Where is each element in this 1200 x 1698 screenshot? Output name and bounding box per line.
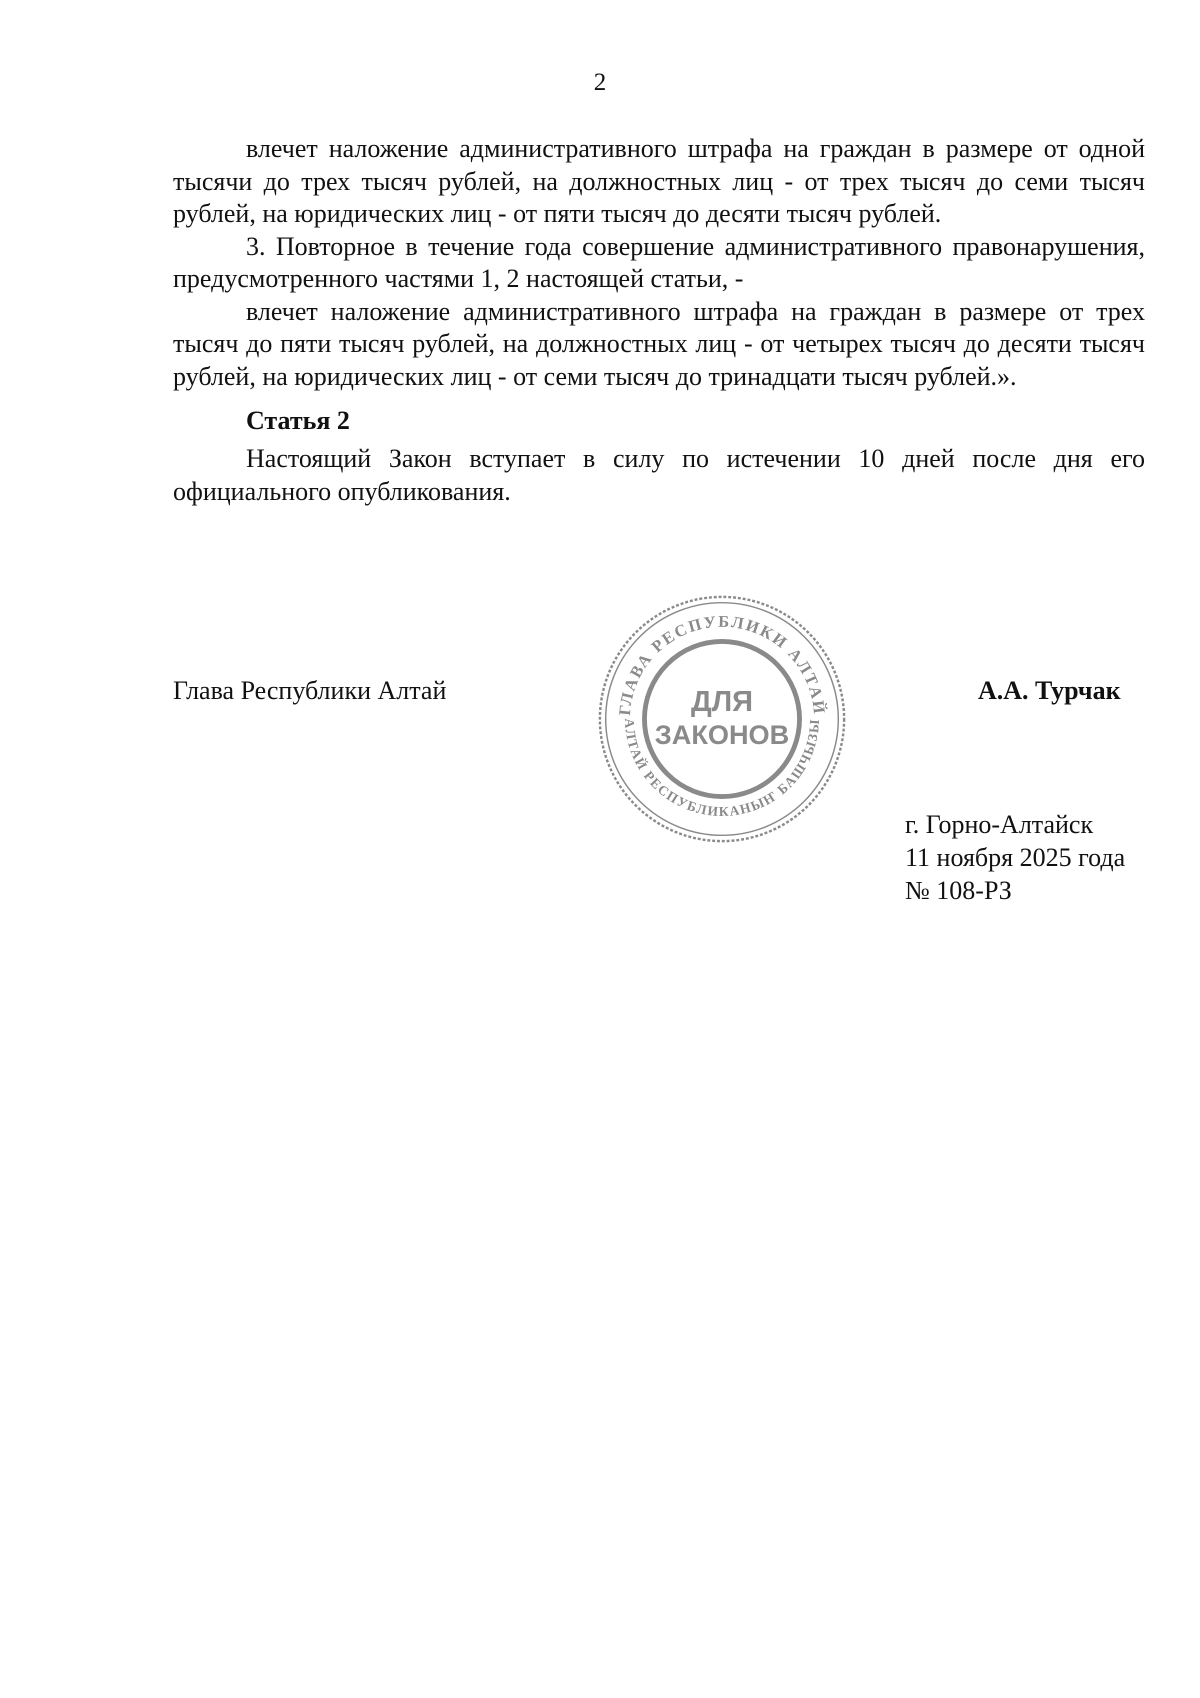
paragraph-penalty-part3: влечет наложение административного штрафа на граждан в размере от трех тысяч до пяти тысяч рублей, на должностных лиц - от четырех тысяч до десяти тысяч рублей, на юридических лиц - от семи тысяч до тринадцати тысяч рублей.». xyxy=(173,296,1145,391)
paragraph-part3: 3. Повторное в течение года совершение административного правонарушения, предусмотренного частями 1, 2 настоящей статьи, - xyxy=(173,231,1145,293)
paragraph-penalty-part2: влечет наложение административного штрафа на граждан в размере от одной тысячи до трех тысяч рублей, на должностных лиц - от трех тысяч до семи тысяч рублей, на юридических лиц - от пяти тысяч до десяти тысяч рублей. xyxy=(173,134,1145,228)
law-number: № 108-РЗ xyxy=(905,876,1012,905)
article-heading: Статья 2 xyxy=(246,406,350,435)
seal-center-line-1: ДЛЯ xyxy=(691,686,753,719)
signatory-name: А.А. Турчак xyxy=(978,676,1121,705)
paragraph-entry-into-force: Настоящий Закон вступает в силу по истечении 10 дней после дня его официального опубликования. xyxy=(173,444,1145,506)
document-body xyxy=(173,133,1145,508)
seal-outer-text-top: ГЛАВА РЕСПУБЛИКИ АЛТАЙ xyxy=(614,611,830,717)
law-date: 11 ноября 2025 года xyxy=(905,843,1126,872)
seal-center-line-2: ЗАКОНОВ xyxy=(654,719,790,751)
page-number: 2 xyxy=(593,69,607,96)
city: г. Горно-Алтайск xyxy=(905,810,1094,839)
seal-outer-text-bottom: АЛТАЙ РЕСПУБЛИКАНЫҤ БАШЧЫЗЫ xyxy=(621,717,823,820)
official-seal-stamp xyxy=(596,593,848,845)
place-date-number-block xyxy=(905,808,1125,907)
signatory-title: Глава Республики Алтай xyxy=(173,676,447,705)
